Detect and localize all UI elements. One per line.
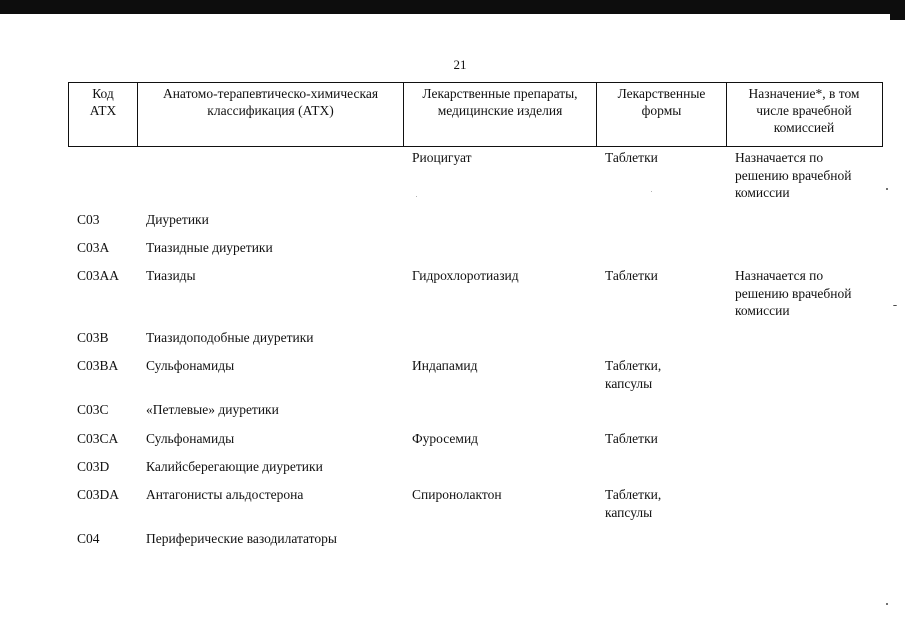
row-name: Периферические вазодилататоры [146,531,337,546]
scan-speck [886,188,888,190]
row-name: Сульфонамиды [146,431,235,446]
header-note: Назначение*, в том числе врачебной комиссией [748,86,860,135]
row-drug: Фуросемид [412,431,479,446]
row-name: Тиазиды [146,268,196,283]
row-code: C03AA [77,268,120,283]
row-code: C03CA [77,431,119,446]
scan-border-top [0,0,905,14]
row-name: Антагонисты альдостерона [146,487,304,502]
row-name: Тиазидные диуретики [146,240,273,255]
header-code: Код АТХ [69,83,138,146]
row-code: C03A [77,240,110,255]
header-drugs: Лекарственные препараты, медицинские изделия [404,83,597,146]
table-header [68,82,883,147]
row-drug: Гидрохлоротиазид [412,268,519,283]
scan-speck [886,603,888,605]
row-code: C03BA [77,358,119,373]
page-number: 21 [453,57,467,72]
row-form: Таблетки [605,268,658,283]
row-drug: Индапамид [412,358,478,373]
row-drug: Риоцигуат [412,150,472,165]
row-code: C03B [77,330,109,345]
row-name: Калийсберегающие диуретики [146,459,323,474]
row-form: Таблетки [605,150,658,165]
row-note: Назначается по решению врачебной комиссии [735,150,852,200]
row-code: C03D [77,459,110,474]
row-name: Сульфонамиды [146,358,235,373]
row-name: Диуретики [146,212,209,227]
scan-speck [651,191,652,192]
scan-border-corner [890,14,905,20]
scan-speck [893,305,897,306]
row-note: Назначается по решению врачебной комиссии [735,268,852,318]
row-name: Тиазидоподобные диуретики [146,330,314,345]
scan-speck [416,196,417,197]
row-form: Таблетки, капсулы [605,487,662,520]
header-forms: Лекарственные формы [597,83,727,146]
row-code: C03DA [77,487,120,502]
row-form: Таблетки, капсулы [605,358,662,391]
row-code: C04 [77,531,100,546]
row-drug: Спиронолактон [412,487,502,502]
row-name: «Петлевые» диуретики [146,402,279,417]
header-classification: Анатомо-терапевтическо-химическая классификация (АТХ) [138,83,404,146]
row-form: Таблетки [605,431,658,446]
row-code: C03 [77,212,100,227]
row-code: C03C [77,402,109,417]
